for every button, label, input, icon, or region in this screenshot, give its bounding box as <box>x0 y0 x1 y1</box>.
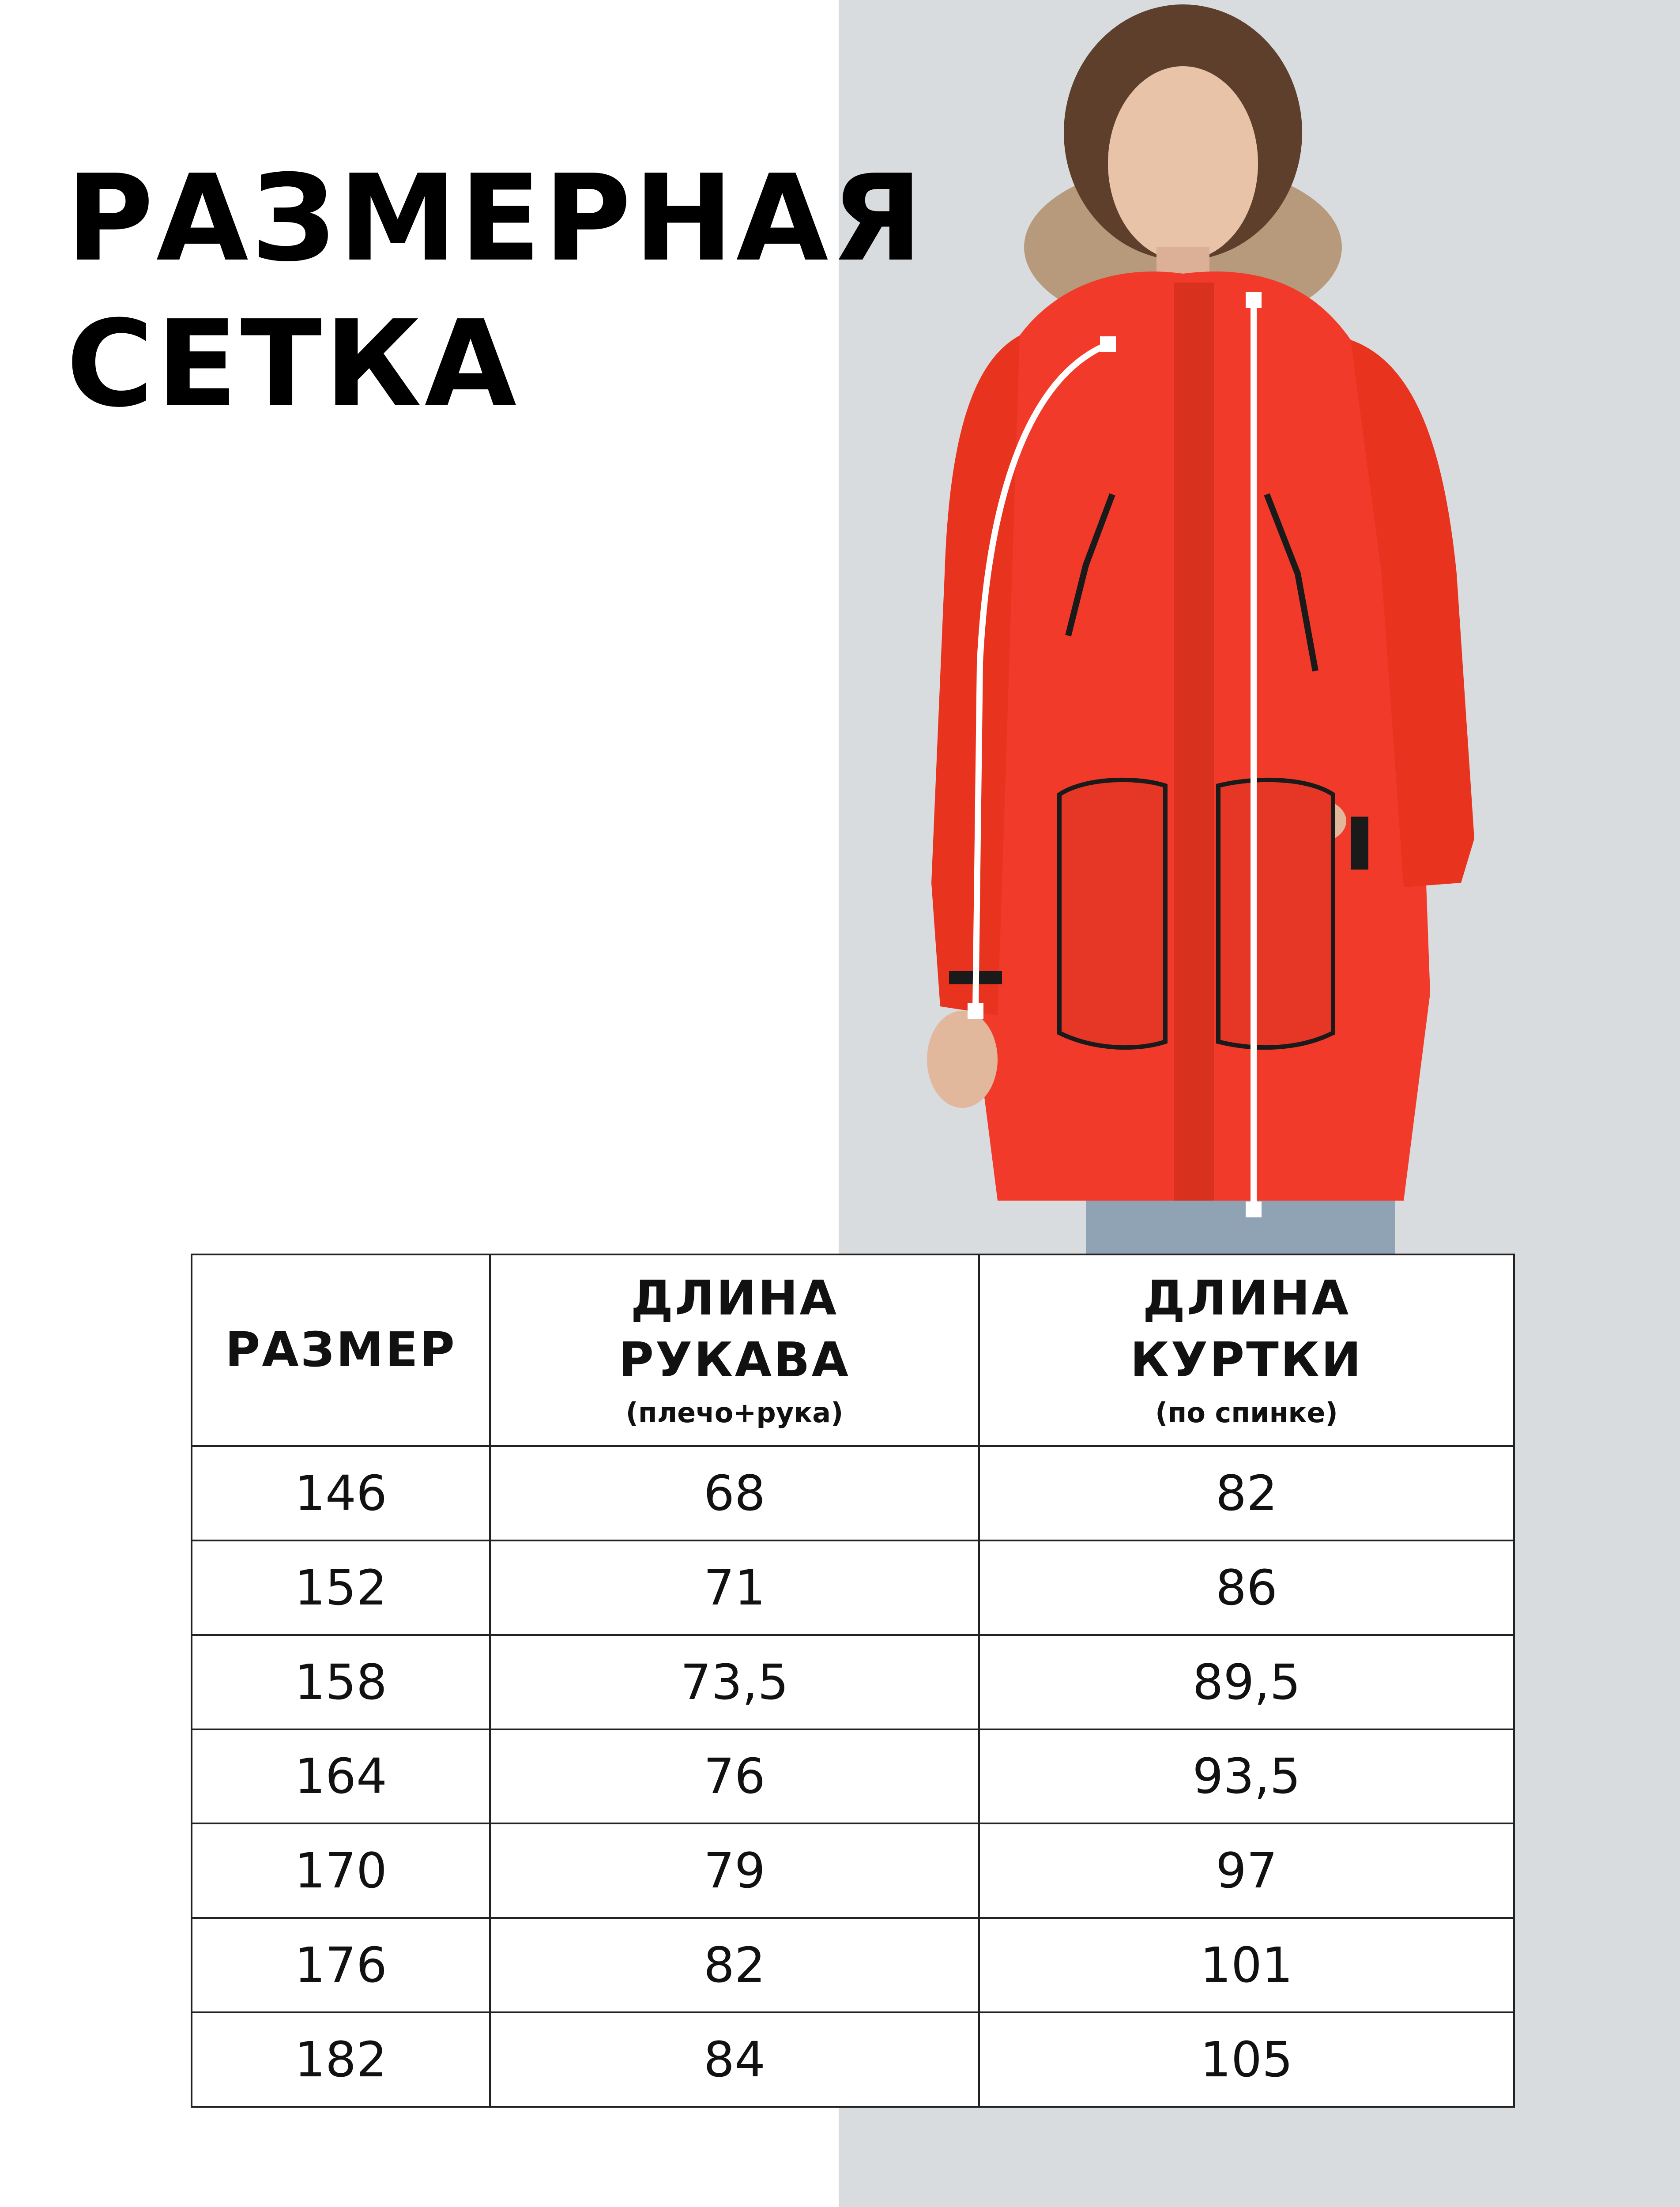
zipper-placket-shape <box>1174 282 1214 1201</box>
cell-size: 176 <box>192 1918 490 2012</box>
size-chart-table <box>191 1254 1515 2108</box>
cell-sleeve: 79 <box>490 1823 979 1918</box>
right-pocket-shape <box>1218 780 1333 1047</box>
cell-length: 93,5 <box>979 1729 1514 1824</box>
cell-length: 82 <box>979 1446 1514 1540</box>
table-row <box>192 1635 1514 1729</box>
table-row <box>192 1446 1514 1540</box>
header-jacket-note: (по спинке) <box>1155 1397 1338 1429</box>
cell-size: 164 <box>192 1729 490 1824</box>
header-size-label: РАЗМЕР <box>225 1322 456 1378</box>
model-jacket-illustration <box>874 0 1607 1254</box>
left-hand-shape <box>927 1011 998 1108</box>
header-sleeve-length <box>490 1254 979 1446</box>
table-row <box>192 2012 1514 2107</box>
left-pocket-shape <box>1059 780 1165 1047</box>
face-shape <box>1108 66 1258 260</box>
header-jacket-line-1: ДЛИНА <box>1142 1271 1351 1326</box>
header-sleeve-line-1: ДЛИНА <box>630 1271 839 1326</box>
cell-length: 101 <box>979 1918 1514 2012</box>
header-sleeve-note: (плечо+рука) <box>625 1397 844 1429</box>
page-title <box>66 146 926 437</box>
table-row <box>192 1540 1514 1635</box>
table-row <box>192 1823 1514 1918</box>
cell-size: 146 <box>192 1446 490 1540</box>
sleeve-measure-end <box>968 1003 983 1019</box>
table-header-row <box>192 1254 1514 1446</box>
cell-sleeve: 68 <box>490 1446 979 1540</box>
cell-length: 89,5 <box>979 1635 1514 1729</box>
length-measure-start <box>1246 292 1262 308</box>
cell-size: 152 <box>192 1540 490 1635</box>
title-line-2: СЕТКА <box>66 294 520 433</box>
title-line-1: РАЗМЕРНАЯ <box>66 149 926 288</box>
table-row <box>192 1918 1514 2012</box>
cell-size: 158 <box>192 1635 490 1729</box>
right-cuff-strap <box>1351 817 1368 870</box>
table-row <box>192 1729 1514 1824</box>
cell-sleeve: 73,5 <box>490 1635 979 1729</box>
cell-size: 182 <box>192 2012 490 2107</box>
cell-sleeve: 84 <box>490 2012 979 2107</box>
cell-length: 86 <box>979 1540 1514 1635</box>
cell-length: 97 <box>979 1823 1514 1918</box>
cell-sleeve: 71 <box>490 1540 979 1635</box>
length-measure-end <box>1246 1201 1262 1217</box>
sleeve-measure-start <box>1100 336 1116 352</box>
header-jacket-line-2: КУРТКИ <box>1130 1333 1363 1388</box>
header-size <box>192 1254 490 1446</box>
header-jacket-length <box>979 1254 1514 1446</box>
cell-sleeve: 82 <box>490 1918 979 2012</box>
cell-size: 170 <box>192 1823 490 1918</box>
header-sleeve-line-2: РУКАВА <box>618 1333 851 1388</box>
cell-length: 105 <box>979 2012 1514 2107</box>
cell-sleeve: 76 <box>490 1729 979 1824</box>
